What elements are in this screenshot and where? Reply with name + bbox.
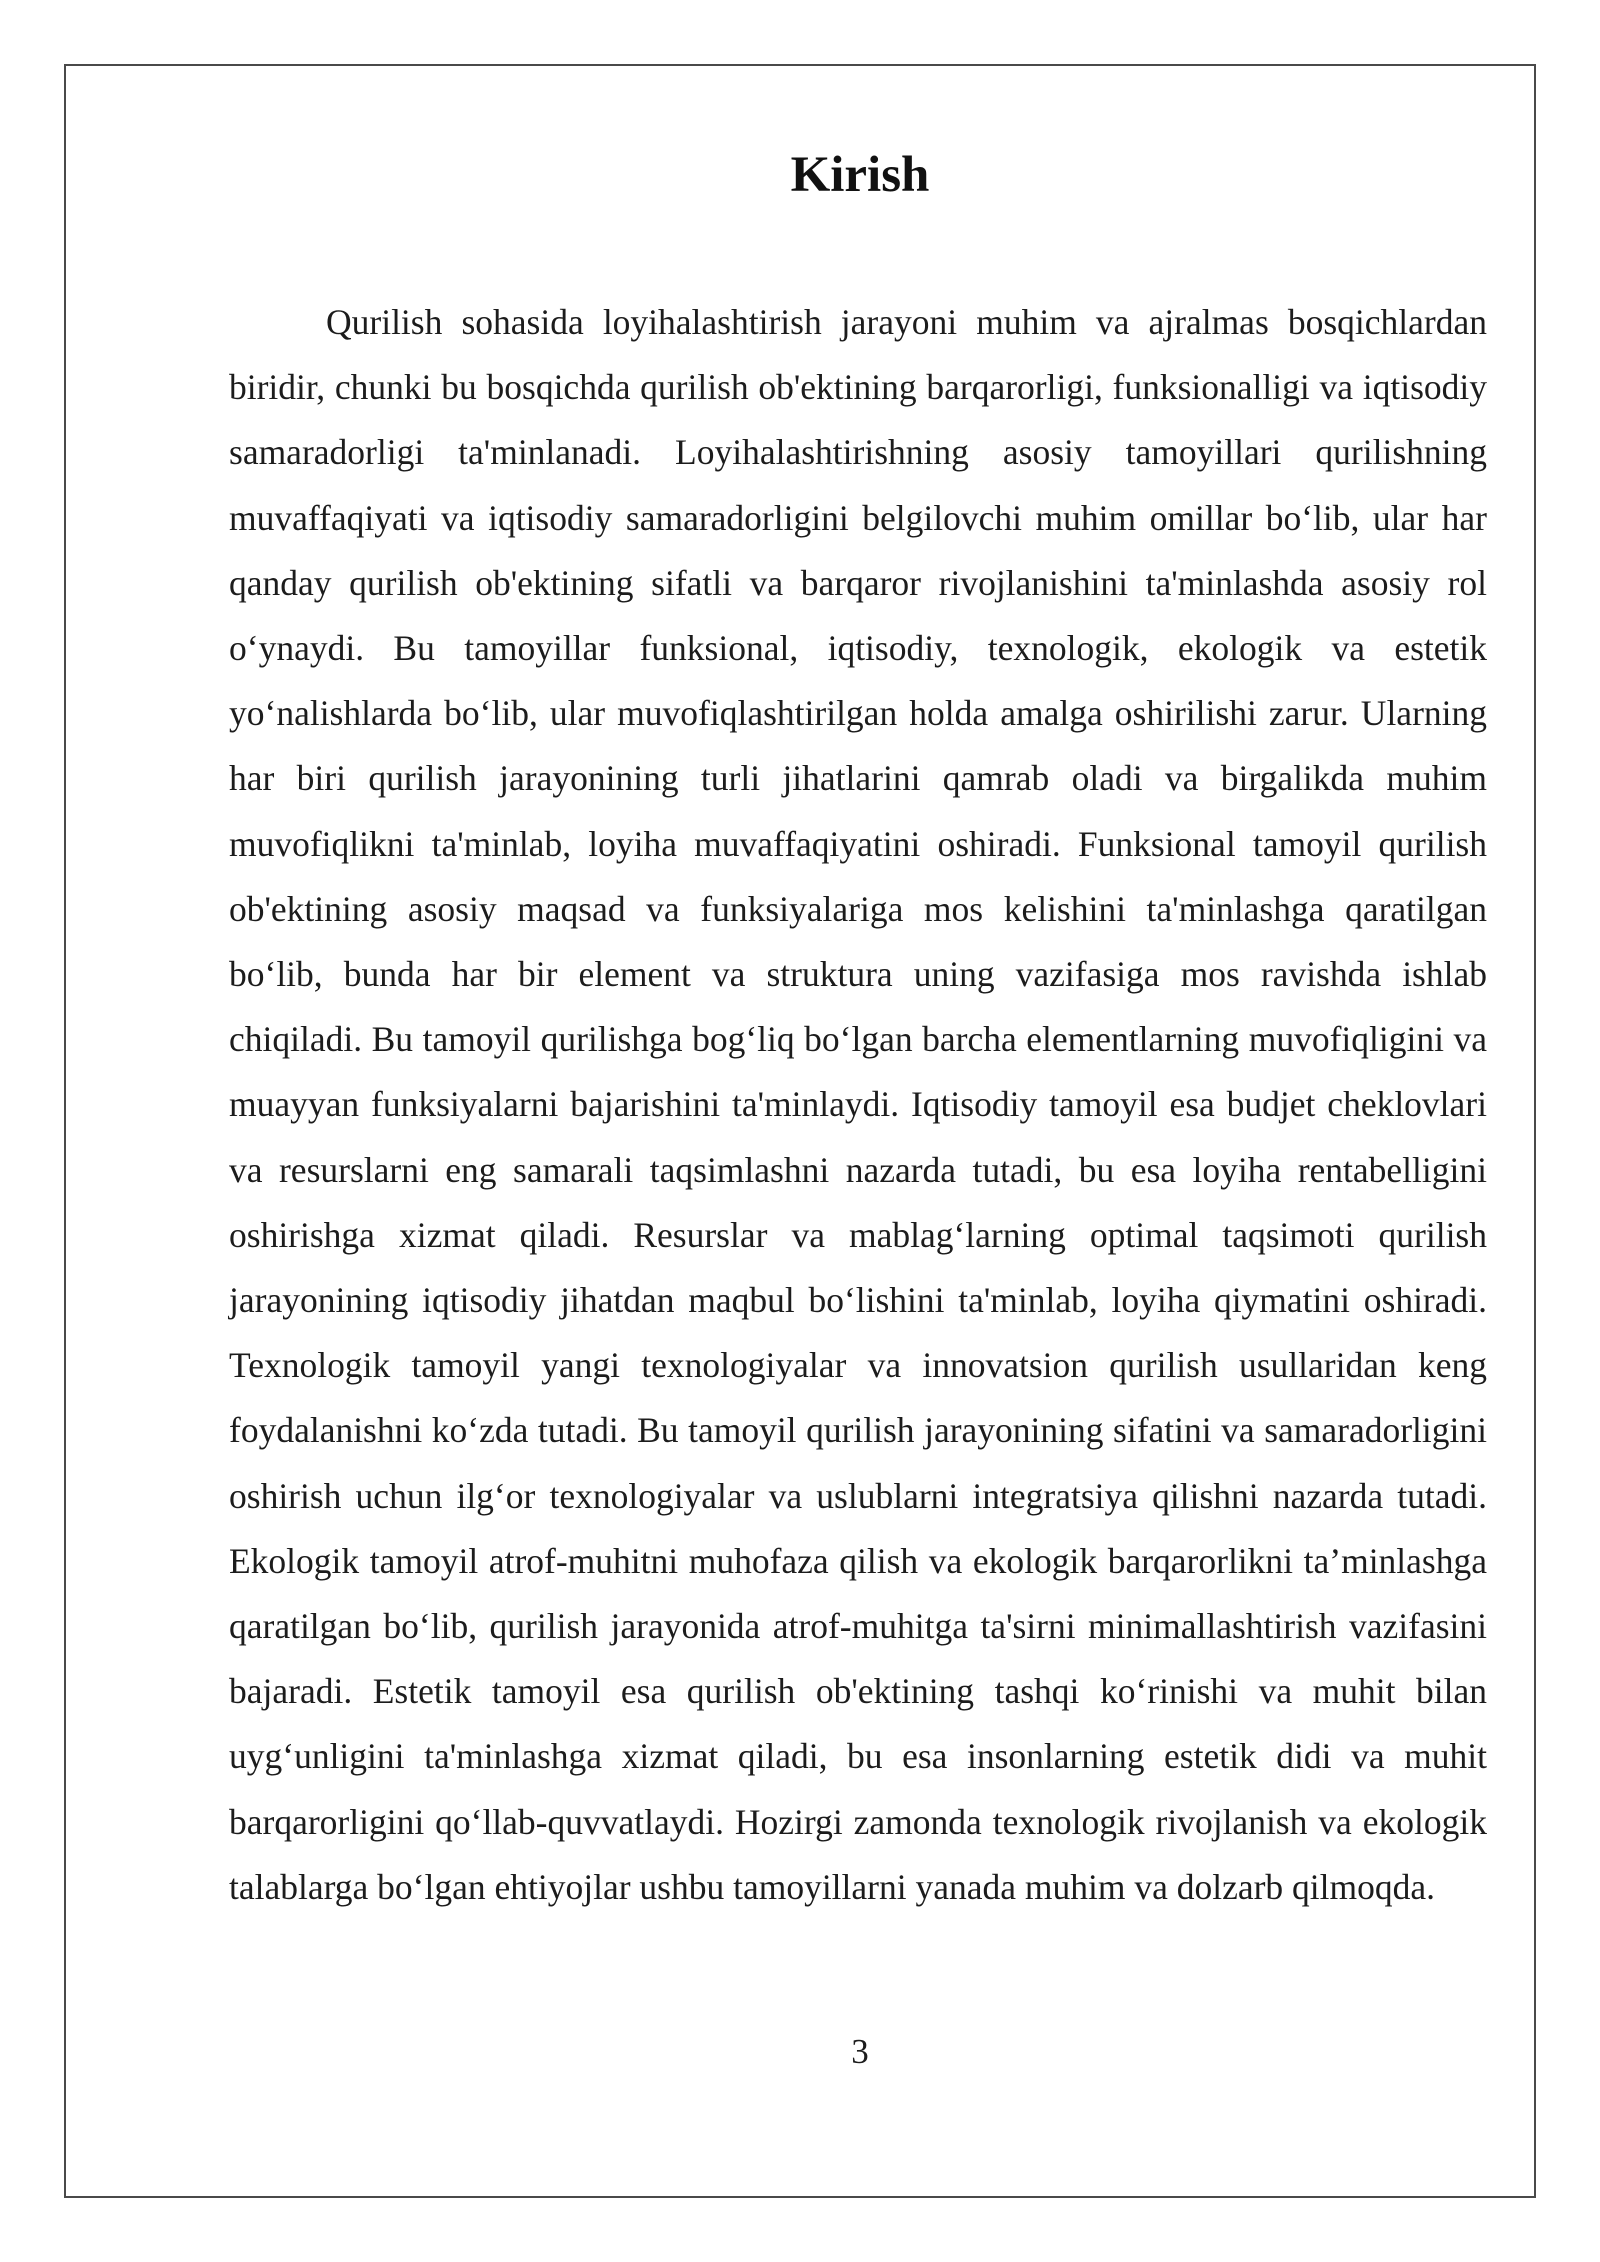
page-number: 3: [851, 2032, 869, 2071]
body-paragraph: Qurilish sohasida loyihalashtirish jarayoni muhim va ajralmas bosqichlardan biridir, chunki bu bosqichda qurilish ob'ektining barqarorligi, funksionalligi va iqtisodiy samaradorligi ta'minlanadi. Loyihalashtirishning asosiy tamoyillari qurilishning muvaffaqiyati va iqtisodiy samaradorligini belgilovchi muhim omillar bo‘lib, ular har qanday qurilish ob'ektining sifatli va barqaror rivojlanishini ta'minlashda asosiy rol o‘ynaydi. Bu tamoyillar funksional, iqtisodiy, texnologik, ekologik va estetik yo‘nalishlarda bo‘lib, ular muvofiqlashtirilgan holda amalga oshirilishi zarur. Ularning har biri qurilish jarayonining turli jihatlarini qamrab oladi va birgalikda muhim muvofiqlikni ta'minlab, loyiha muvaffaqiyatini oshiradi. Funksional tamoyil qurilish ob'ektining asosiy maqsad va funksiyalariga mos kelishini ta'minlashga qaratilgan bo‘lib, bunda har bir element va struktura uning vazifasiga mos ravishda ishlab chiqiladi. Bu tamoyil qurilishga bog‘liq bo‘lgan barcha elementlarning muvofiqligini va muayyan funksiyalarni bajarishini ta'minlaydi. Iqtisodiy tamoyil esa budjet cheklovlari va resurslarni eng samarali taqsimlashni nazarda tutadi, bu esa loyiha rentabelligini oshirishga xizmat qiladi. Resurslar va mablag‘larning optimal taqsimoti qurilish jarayonining iqtisodiy jihatdan maqbul bo‘lishini ta'minlab, loyiha qiymatini oshiradi. Texnologik tamoyil yangi texnologiyalar va innovatsion qurilish usullaridan keng foydalanishni ko‘zda tutadi. Bu tamoyil qurilish jarayonining sifatini va samaradorligini oshirish uchun ilg‘or texnologiyalar va uslublarni integratsiya qilishni nazarda tutadi. Ekologik tamoyil atrof-muhitni muhofaza qilish va ekologik barqarorlikni ta’minlashga qaratilgan bo‘lib, qurilish jarayonida atrof-muhitga ta'sirni minimallashtirish vazifasini bajaradi. Estetik tamoyil esa qurilish ob'ektining tashqi ko‘rinishi va muhit bilan uyg‘unligini ta'minlashga xizmat qiladi, bu esa insonlarning estetik didi va muhit barqarorligini qo‘llab-quvvatlaydi. Hozirgi zamonda texnologik rivojlanish va ekologik talablarga bo‘lgan ehtiyojlar ushbu tamoyillarni yanada muhim va dolzarb qilmoqda.: [229, 302, 1487, 1907]
page-title: Kirish: [790, 147, 930, 203]
